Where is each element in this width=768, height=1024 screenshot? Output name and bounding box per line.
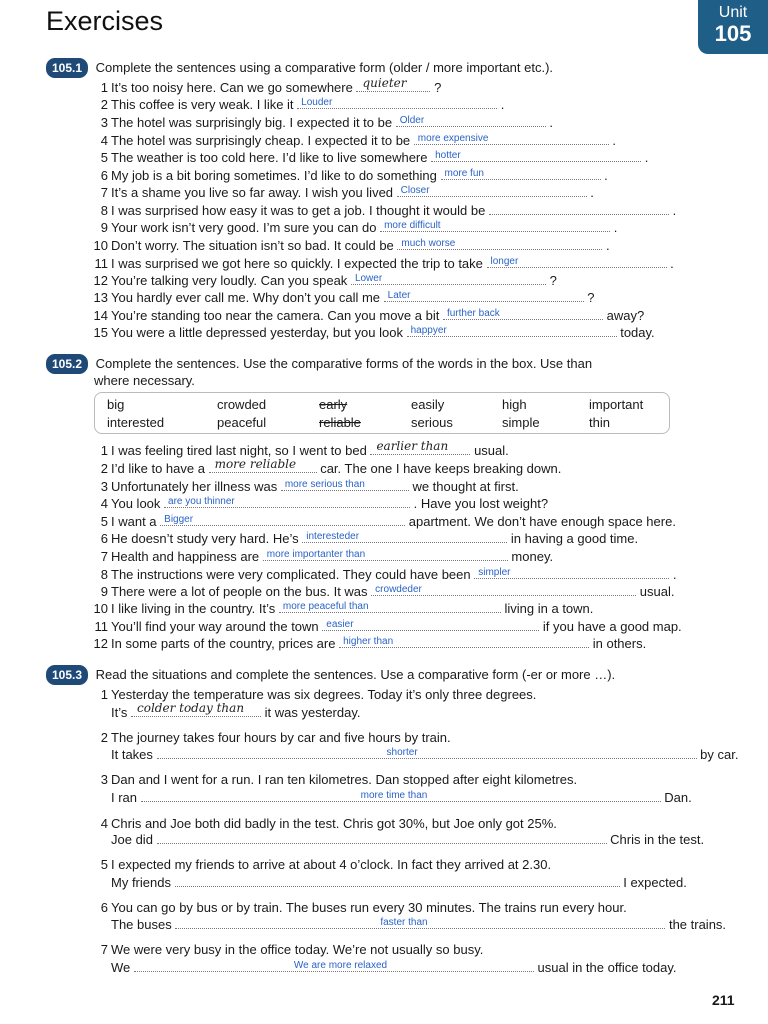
- item-number: 4: [100, 816, 108, 831]
- answer-text[interactable]: more reliable: [214, 457, 297, 471]
- answer-blank[interactable]: [297, 98, 497, 109]
- answer-blank[interactable]: [407, 326, 617, 337]
- answer-blank[interactable]: [441, 169, 601, 180]
- box-word: important: [589, 397, 644, 412]
- answer-blank[interactable]: [141, 791, 661, 802]
- item-text-end: ?: [434, 80, 442, 95]
- item-number: 7: [100, 942, 108, 957]
- item-text-end: .: [590, 185, 594, 200]
- answer-blank[interactable]: [370, 439, 470, 455]
- item-text-end: Chris in the test.: [610, 832, 705, 847]
- item-text: Your work isn’t very good. I’m sure you can do: [111, 220, 377, 235]
- answer-blank[interactable]: [380, 221, 610, 232]
- answer-text[interactable]: Lower: [354, 273, 383, 284]
- item-number: 7: [100, 549, 108, 564]
- unit-number: 105: [714, 21, 752, 46]
- item-number: 3: [100, 115, 108, 130]
- answer-text[interactable]: are you thinner: [168, 496, 235, 507]
- exercise-item: [80, 514, 700, 530]
- item-number: 11: [94, 256, 108, 271]
- section-105-2-heading: [46, 354, 592, 374]
- page-title: Exercises: [46, 6, 164, 36]
- item-text-end: if you have a good map.: [542, 619, 682, 634]
- answer-text[interactable]: Later: [387, 290, 411, 301]
- item-text-end: today.: [620, 325, 655, 340]
- item-text-end: by car.: [700, 747, 739, 762]
- answer-blank[interactable]: [279, 602, 501, 613]
- answer-blank[interactable]: [322, 620, 539, 631]
- exercise-item: [80, 115, 700, 131]
- answer-blank[interactable]: [160, 515, 405, 526]
- item-number: 14: [93, 308, 108, 323]
- item-text-end: ?: [587, 290, 595, 305]
- situation-line: [80, 900, 700, 916]
- exercise-item: [80, 168, 700, 184]
- item-text-end: usual.: [639, 584, 675, 599]
- situation-text: The journey takes four hours by car and five hours by train.: [111, 730, 451, 745]
- item-number: 2: [100, 97, 108, 112]
- item-text-end: it was yesterday.: [264, 705, 361, 720]
- item-number: 4: [100, 133, 108, 148]
- answer-text[interactable]: more time than: [360, 790, 428, 801]
- item-text-end: living in a town.: [504, 601, 594, 616]
- answer-text[interactable]: higher than: [343, 636, 394, 647]
- item-text-end: .: [644, 150, 649, 165]
- item-text-end: apartment. We don’t have enough space here.: [408, 514, 676, 529]
- exercise-item: [80, 308, 700, 324]
- situation-text: I expected my friends to arrive at about 4 o’clock. In fact they arrived at 2.30.: [111, 857, 552, 872]
- item-text-end: .: [612, 133, 617, 148]
- answer-blank[interactable]: [175, 876, 620, 887]
- item-number: 11: [94, 619, 108, 634]
- exercise-badge: 105.3: [46, 665, 88, 685]
- item-text: Unfortunately her illness was: [111, 479, 278, 494]
- situation-text: You can go by bus or by train. The buses run every 30 minutes. The trains run every hour.: [111, 900, 627, 915]
- item-text-end: .: [500, 97, 505, 112]
- item-number: 6: [100, 531, 108, 546]
- item-text: Don’t worry. The situation isn’t so bad. It could be: [111, 238, 394, 253]
- item-number: 2: [100, 461, 108, 476]
- answer-text[interactable]: We are more relaxed: [293, 960, 388, 971]
- situation-text: Yesterday the temperature was six degrees. Today it’s only three degrees.: [111, 687, 537, 702]
- answer-text[interactable]: more serious than: [284, 479, 365, 490]
- box-word: crowded: [217, 397, 267, 412]
- exercise-item: [80, 220, 700, 236]
- instruction-text: Complete the sentences. Use the comparative forms of the words in the box. Use than: [95, 356, 593, 371]
- exercise-item: [80, 549, 700, 565]
- item-text: I was feeling tired last night, so I went to bed: [111, 443, 367, 458]
- item-text-end: we thought at first.: [412, 479, 519, 494]
- answer-line: [111, 917, 726, 933]
- item-number: 5: [100, 150, 108, 165]
- answer-blank[interactable]: [356, 76, 430, 92]
- item-text: I was surprised we got here so quickly. I expected the trip to take: [111, 256, 483, 271]
- item-number: 3: [100, 479, 108, 494]
- answer-blank[interactable]: [263, 550, 508, 561]
- situation-text: Chris and Joe both did badly in the test. Chris got 30%, but Joe only got 25%.: [111, 816, 557, 831]
- item-text-end: money.: [511, 549, 554, 564]
- answer-text[interactable]: simpler: [478, 567, 511, 578]
- exercise-item: [80, 457, 700, 477]
- exercise-item: [80, 439, 700, 459]
- item-text: The weather is too cold here. I’d like to live somewhere: [111, 150, 428, 165]
- item-text: He doesn’t study very hard. He’s: [111, 531, 299, 546]
- answer-blank[interactable]: [302, 532, 507, 543]
- answer-text[interactable]: more importanter than: [266, 549, 366, 560]
- answer-blank[interactable]: [175, 918, 665, 929]
- exercise-item: [80, 496, 700, 512]
- box-word: high: [502, 397, 527, 412]
- answer-blank[interactable]: [474, 568, 669, 579]
- item-number: 2: [100, 730, 108, 745]
- answer-text[interactable]: much worse: [401, 238, 456, 249]
- exercise-item: [80, 203, 700, 219]
- item-number: 15: [93, 325, 108, 340]
- situation-line: [80, 772, 700, 788]
- box-word: easily: [411, 397, 445, 412]
- answer-text[interactable]: Older: [399, 115, 425, 126]
- item-text: It’s: [111, 705, 128, 720]
- item-number: 6: [100, 168, 108, 183]
- answer-blank[interactable]: [157, 748, 697, 759]
- item-text-end: .: [672, 203, 677, 218]
- answer-text[interactable]: more peaceful than: [282, 601, 369, 612]
- box-word: early: [319, 397, 348, 412]
- answer-line: [111, 875, 687, 891]
- item-text-end: usual.: [474, 443, 509, 458]
- exercise-item: [80, 256, 700, 272]
- exercise-item: [80, 133, 700, 149]
- exercise-badge: 105.2: [46, 354, 88, 374]
- answer-text[interactable]: shorter: [386, 747, 418, 758]
- situation-text: We were very busy in the office today. We’re not usually so busy.: [111, 942, 484, 957]
- item-text: It’s too noisy here. Can we go somewhere: [111, 80, 353, 95]
- item-text-end: away?: [606, 308, 645, 323]
- item-text: I was surprised how easy it was to get a job. I thought it would be: [111, 203, 486, 218]
- answer-text[interactable]: colder today than: [137, 701, 245, 715]
- item-text: You look: [111, 496, 161, 511]
- exercise-item: [80, 150, 700, 166]
- unit-tab: [698, 0, 768, 54]
- exercise-item: [80, 97, 700, 113]
- item-text: It takes: [111, 747, 153, 762]
- answer-blank[interactable]: [339, 637, 589, 648]
- item-number: 12: [93, 273, 108, 288]
- item-number: 4: [100, 496, 108, 511]
- exercise-item: [80, 325, 700, 341]
- exercise-item: [80, 273, 700, 289]
- item-text: I want a: [111, 514, 157, 529]
- situation-text: Dan and I went for a run. I ran ten kilometres. Dan stopped after eight kilometres.: [111, 772, 578, 787]
- item-text: You’re talking very loudly. Can you speak: [111, 273, 348, 288]
- answer-text[interactable]: more fun: [444, 168, 484, 179]
- exercise-item: [80, 290, 700, 306]
- item-text-end: . Have you lost weight?: [413, 496, 549, 511]
- item-number: 10: [93, 238, 108, 253]
- item-text: There were a lot of people on the bus. It was: [111, 584, 368, 599]
- box-word: thin: [589, 415, 610, 430]
- item-text-end: I expected.: [623, 875, 687, 890]
- answer-text[interactable]: more expensive: [417, 133, 489, 144]
- item-text-end: car. The one I have keeps breaking down.: [320, 461, 562, 476]
- answer-blank[interactable]: [384, 291, 584, 302]
- answer-blank[interactable]: [443, 309, 603, 320]
- item-text: You’re standing too near the camera. Can you move a bit: [111, 308, 440, 323]
- unit-label: Unit: [718, 4, 748, 21]
- box-word: reliable: [319, 415, 361, 430]
- item-text-end: ?: [549, 273, 557, 288]
- answer-text[interactable]: easier: [326, 619, 354, 630]
- item-number: 9: [100, 584, 108, 599]
- exercise-item: [80, 601, 700, 617]
- answer-text[interactable]: interesteder: [306, 531, 360, 542]
- answer-blank[interactable]: [351, 274, 546, 285]
- situation-line: [80, 816, 700, 832]
- box-word: big: [107, 397, 125, 412]
- item-number: 13: [93, 290, 108, 305]
- item-number: 8: [100, 567, 108, 582]
- answer-line: [111, 701, 361, 721]
- answer-text[interactable]: happyer: [410, 325, 447, 336]
- item-text-end: .: [549, 115, 553, 130]
- item-number: 7: [100, 185, 108, 200]
- box-word: serious: [411, 415, 453, 430]
- answer-line: [111, 960, 677, 976]
- answer-blank[interactable]: [396, 116, 546, 127]
- exercise-item: [80, 636, 700, 652]
- situation-line: [80, 942, 700, 958]
- item-text-end: .: [613, 220, 618, 235]
- item-number: 1: [100, 443, 108, 458]
- word-box: [94, 392, 670, 434]
- item-text: The instructions were very complicated. They could have been: [111, 567, 471, 582]
- answer-line: [111, 832, 704, 848]
- situation-line: [80, 857, 700, 873]
- answer-text[interactable]: more difficult: [384, 220, 441, 231]
- item-text-end: the trains.: [668, 917, 727, 932]
- answer-blank[interactable]: [371, 585, 636, 596]
- item-text: In some parts of the country, prices are: [111, 636, 336, 651]
- exercise-item: [80, 479, 700, 495]
- exercise-item: [80, 584, 700, 600]
- answer-blank[interactable]: [431, 151, 641, 162]
- page-number: 211: [712, 992, 735, 1008]
- item-text: The buses: [111, 917, 172, 932]
- section-105-3-heading: [46, 665, 615, 685]
- answer-text[interactable]: quieter: [362, 76, 407, 90]
- item-text-end: .: [604, 168, 608, 183]
- item-number: 1: [100, 80, 108, 95]
- answer-text[interactable]: Closer: [400, 185, 430, 196]
- item-number: 9: [100, 220, 108, 235]
- answer-blank[interactable]: [281, 480, 409, 491]
- item-number: 1: [100, 687, 108, 702]
- answer-text[interactable]: earlier than: [376, 439, 449, 453]
- answer-text[interactable]: hotter: [435, 150, 461, 161]
- answer-blank[interactable]: [489, 204, 669, 215]
- item-text: It’s a shame you live so far away. I wish you lived: [111, 185, 394, 200]
- exercise-item: [80, 531, 700, 547]
- item-text: We: [111, 960, 131, 975]
- item-text: My job is a bit boring sometimes. I’d like to do something: [111, 168, 437, 183]
- exercise-item: [80, 185, 700, 201]
- answer-blank[interactable]: [209, 457, 317, 473]
- answer-blank[interactable]: [414, 134, 609, 145]
- answer-text[interactable]: crowdeder: [375, 584, 422, 595]
- item-text: I’d like to have a: [111, 461, 205, 476]
- exercise-item: [80, 619, 700, 635]
- item-number: 5: [100, 857, 108, 872]
- item-text-end: .: [606, 238, 610, 253]
- item-number: 6: [100, 900, 108, 915]
- item-number: 5: [100, 514, 108, 529]
- item-text: You were a little depressed yesterday, but you look: [111, 325, 403, 340]
- section-105-1-heading: [46, 58, 553, 78]
- item-text: This coffee is very weak. I like it: [111, 97, 294, 112]
- item-text-end: in having a good time.: [510, 531, 639, 546]
- box-word: interested: [107, 415, 165, 430]
- answer-blank[interactable]: [397, 239, 602, 250]
- instruction-text-cont: where necessary.: [94, 373, 195, 388]
- item-text: Joe did: [111, 832, 153, 847]
- item-text: I ran: [111, 790, 138, 805]
- item-number: 10: [93, 601, 108, 616]
- instruction-text: Read the situations and complete the sentences. Use a comparative form (-er or more …).: [95, 667, 616, 682]
- box-word: simple: [502, 415, 540, 430]
- item-text: I like living in the country. It’s: [111, 601, 276, 616]
- answer-blank[interactable]: [487, 257, 667, 268]
- item-number: 8: [100, 203, 108, 218]
- item-text-end: Dan.: [664, 790, 692, 805]
- exercise-item: [80, 238, 700, 254]
- item-number: 3: [100, 772, 108, 787]
- answer-text[interactable]: further back: [446, 308, 500, 319]
- answer-text[interactable]: Bigger: [164, 514, 194, 525]
- item-text: You hardly ever call me. Why don’t you call me: [111, 290, 381, 305]
- item-text: The hotel was surprisingly big. I expected it to be: [111, 115, 393, 130]
- answer-blank[interactable]: [157, 833, 607, 844]
- exercise-badge: 105.1: [46, 58, 88, 78]
- item-text-end: .: [670, 256, 674, 271]
- answer-blank[interactable]: [134, 961, 534, 972]
- answer-line: [111, 790, 692, 806]
- item-text-end: usual in the office today.: [537, 960, 677, 975]
- item-text-end: in others.: [592, 636, 647, 651]
- answer-blank[interactable]: [164, 497, 410, 508]
- exercise-item: [80, 567, 700, 583]
- item-text: The hotel was surprisingly cheap. I expected it to be: [111, 133, 411, 148]
- answer-text[interactable]: faster than: [380, 917, 428, 928]
- item-text: My friends: [111, 875, 171, 890]
- answer-text[interactable]: Louder: [301, 97, 333, 108]
- item-number: 12: [93, 636, 108, 651]
- box-word: peaceful: [217, 415, 267, 430]
- situation-line: [80, 730, 700, 746]
- answer-blank[interactable]: [397, 186, 587, 197]
- item-text-end: .: [672, 567, 677, 582]
- item-text: You’ll find your way around the town: [111, 619, 319, 634]
- item-text: Health and happiness are: [111, 549, 260, 564]
- answer-text[interactable]: longer: [490, 256, 519, 267]
- exercise-item: [80, 76, 700, 96]
- answer-blank[interactable]: [131, 701, 261, 717]
- answer-line: [111, 747, 738, 763]
- instruction-text: Complete the sentences using a comparative form (older / more important etc.).: [95, 60, 554, 75]
